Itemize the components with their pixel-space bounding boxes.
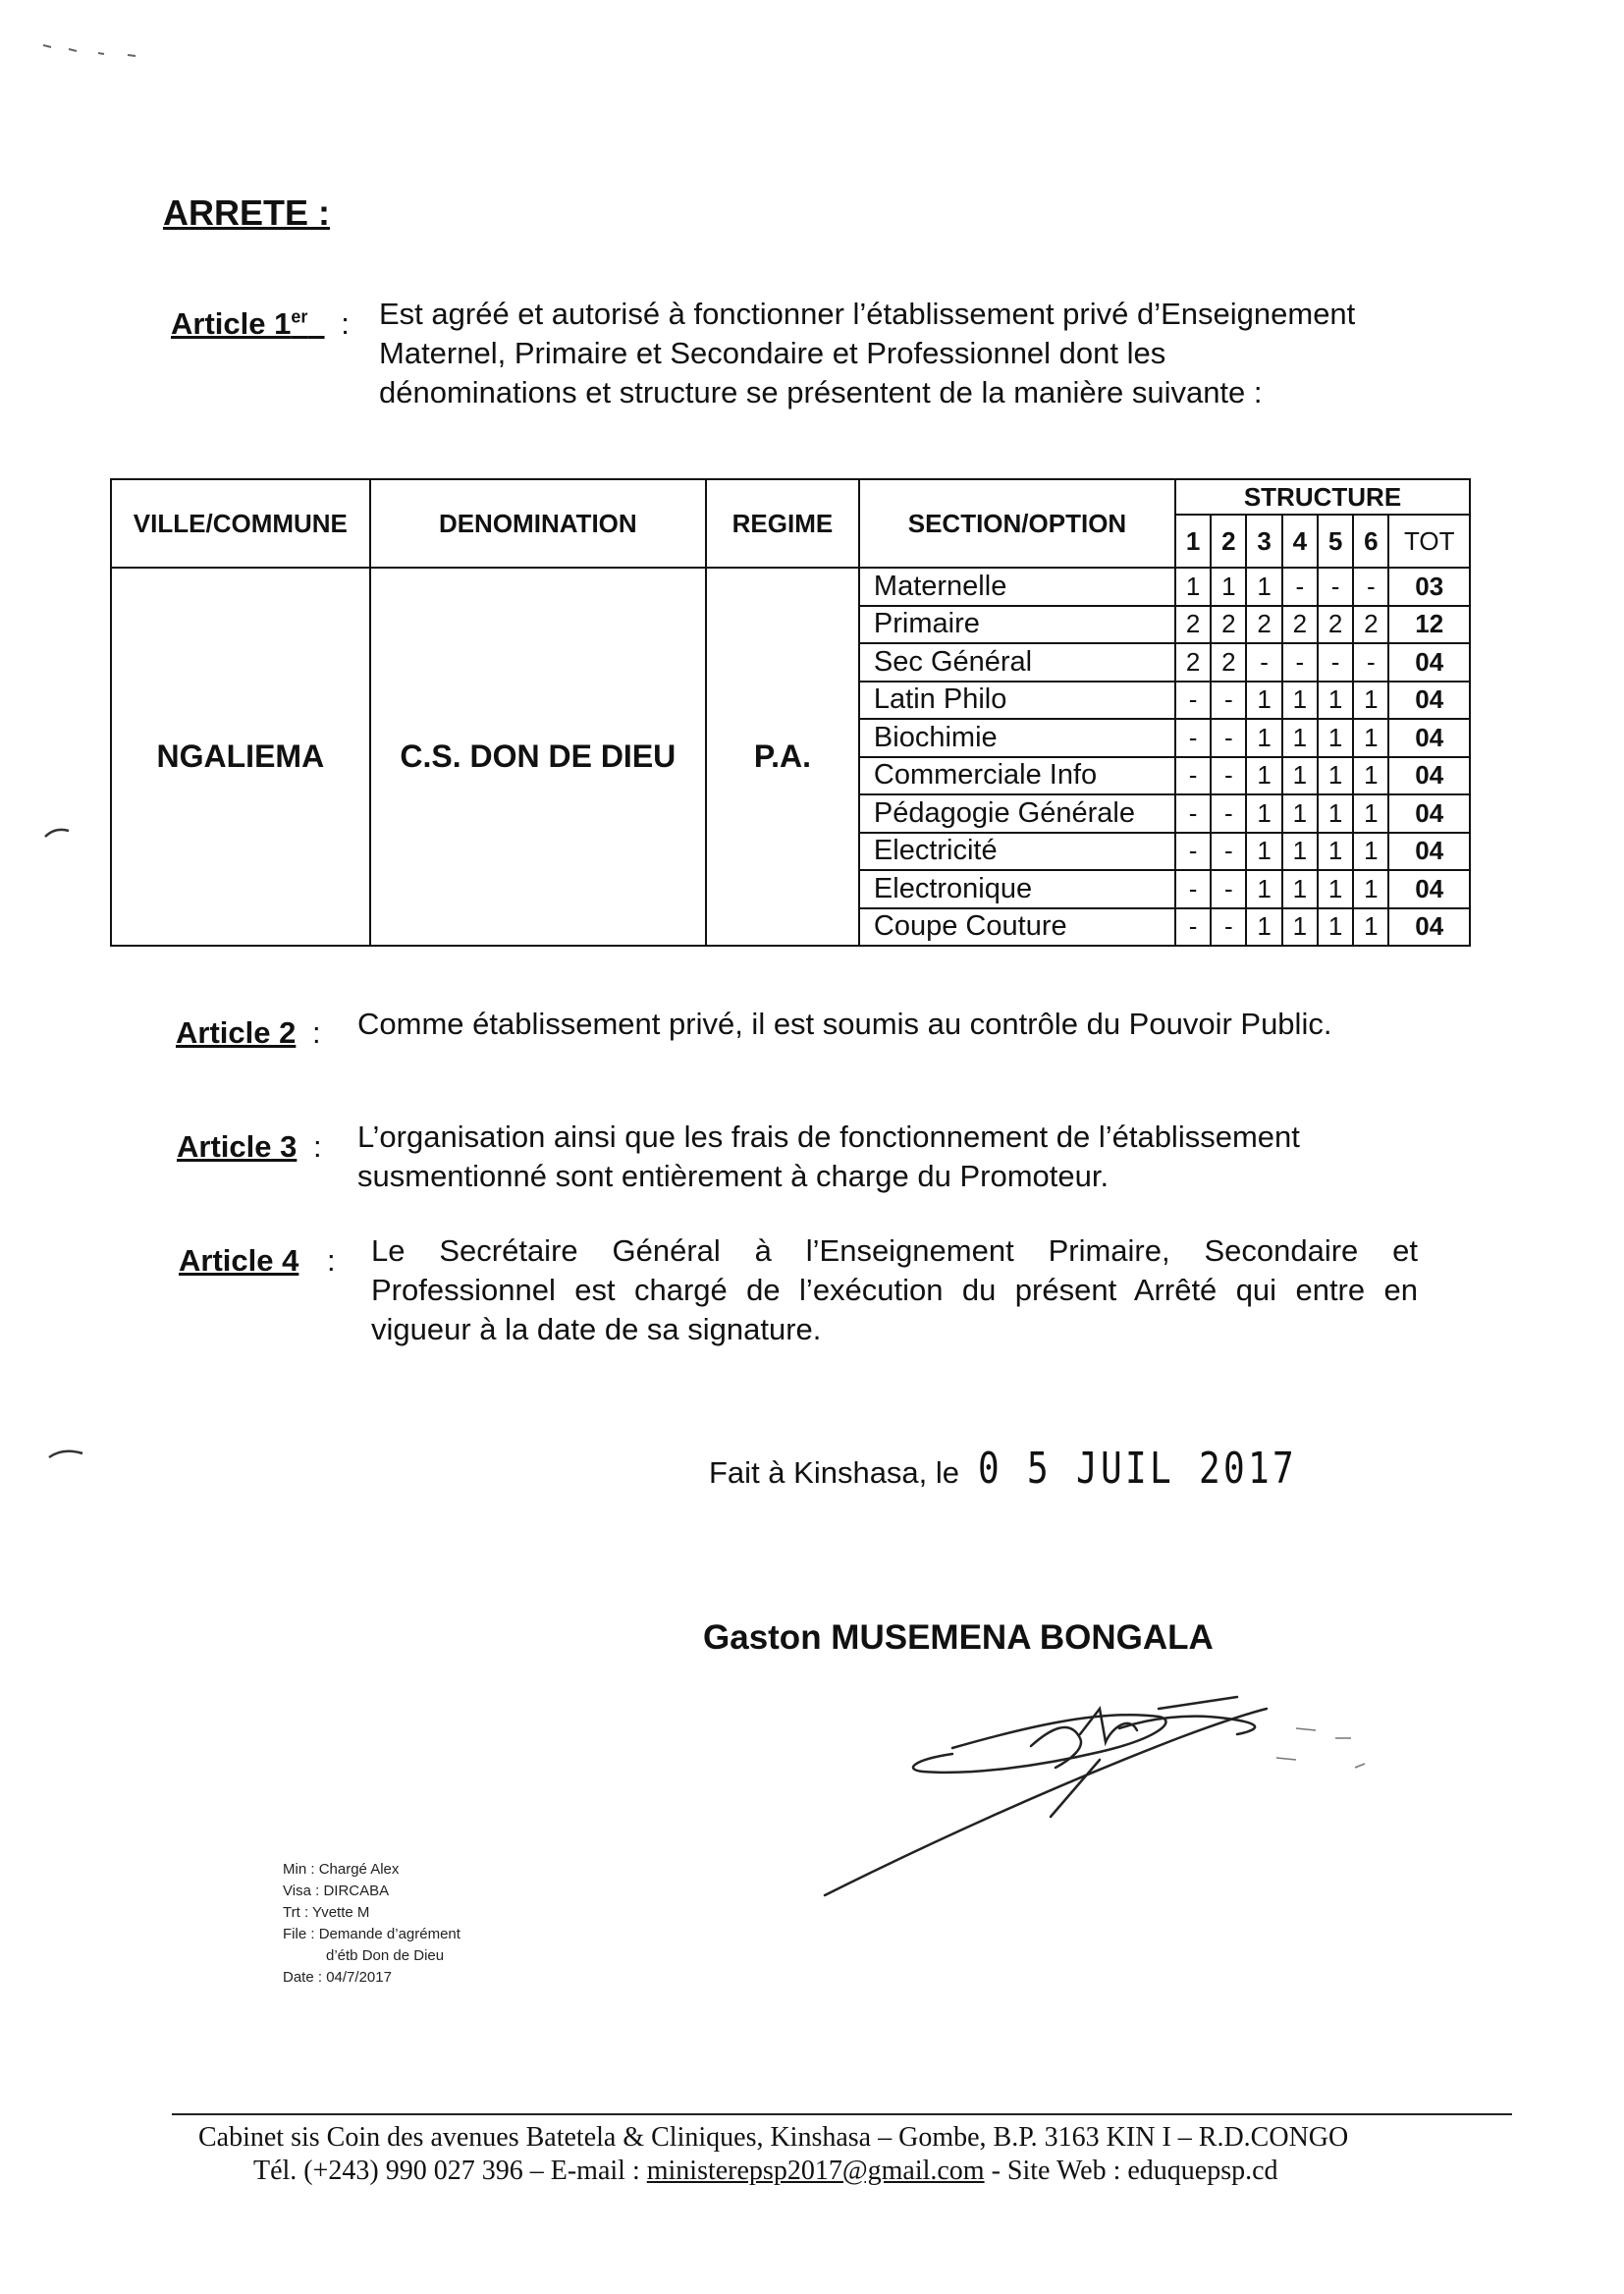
cell-total: 04 [1388, 794, 1470, 833]
cell-level-count: - [1211, 833, 1246, 871]
table-row [111, 568, 1470, 606]
cell-level-count: 1 [1353, 833, 1388, 871]
cell-level-count: - [1353, 643, 1388, 682]
article-2-text: Comme établissement privé, il est soumis au contrôle du Pouvoir Public. [357, 1007, 1332, 1041]
routing-note-separator: : [306, 1926, 319, 1942]
footer-website-link[interactable]: eduquepsp.cd [1127, 2156, 1278, 2186]
article-1-label-text: Article 1 [171, 306, 292, 341]
cell-section-option: Coupe Couture [859, 908, 1175, 947]
cell-level-count: - [1211, 870, 1246, 908]
cell-total: 04 [1388, 719, 1470, 757]
cell-level-count: 1 [1246, 568, 1281, 606]
cell-level-count: 1 [1318, 908, 1353, 947]
cell-level-count: 1 [1246, 833, 1281, 871]
header-ville-commune: VILLE/COMMUNE [111, 479, 370, 568]
routing-note-value: Yvette M [312, 1904, 370, 1921]
footer-phone-label: Tél. (+243) 990 027 396 – E-mail : [253, 2156, 647, 2186]
cell-level-count: 1 [1175, 568, 1211, 606]
cell-level-count: - [1353, 568, 1388, 606]
cell-level-count: 1 [1246, 757, 1281, 795]
article-4-label-separator: : [326, 1243, 336, 1278]
footer-email-link[interactable]: ministerepsp2017@gmail.com [646, 2156, 985, 2186]
routing-note-separator: : [306, 1861, 319, 1878]
routing-note-key: Trt [283, 1904, 300, 1921]
routing-note-separator: : [299, 1904, 313, 1921]
article-4-text: Le Secrétaire Général à l’Enseignement Primaire, Secondaire et Professionnel est chargé de l’exécution du présent Arrêté qui entre en vigueur à la date de sa signature. [371, 1233, 1418, 1346]
article-1-label-separator: : [341, 306, 350, 341]
cell-level-count: 2 [1246, 606, 1281, 644]
cell-level-count: - [1175, 682, 1211, 720]
article-4-label-text: Article 4 [179, 1243, 299, 1278]
cell-level-count: 1 [1282, 794, 1318, 833]
cell-section-option: Electricité [859, 833, 1175, 871]
cell-level-count: 2 [1211, 606, 1246, 644]
page-heading: ARRETE : [163, 192, 330, 233]
cell-total: 03 [1388, 568, 1470, 606]
cell-level-count: 1 [1246, 908, 1281, 947]
header-level: 4 [1282, 515, 1318, 568]
scan-margin-mark [47, 1446, 86, 1461]
routing-note-row [283, 1859, 460, 1881]
cell-level-count: 1 [1246, 719, 1281, 757]
header-section-option: SECTION/OPTION [859, 479, 1175, 568]
cell-level-count: 1 [1282, 682, 1318, 720]
cell-level-count: 1 [1282, 908, 1318, 947]
cell-level-count: - [1211, 719, 1246, 757]
cell-level-count: 1 [1318, 682, 1353, 720]
routing-note-row [283, 1924, 460, 1945]
cell-level-count: - [1282, 568, 1318, 606]
routing-note-value: Demande d’agrément [318, 1926, 460, 1942]
cell-level-count: - [1175, 908, 1211, 947]
cell-level-count: - [1211, 757, 1246, 795]
cell-level-count: - [1211, 908, 1246, 947]
date-stamp: 0 5 JUIL 2017 [977, 1444, 1297, 1494]
cell-section-option: Electronique [859, 870, 1175, 908]
place-date-line [709, 1444, 1367, 1494]
article-2-label-separator: : [311, 1015, 321, 1050]
cell-level-count: 1 [1318, 757, 1353, 795]
cell-level-count: 2 [1282, 606, 1318, 644]
signatory-name: Gaston MUSEMENA BONGALA [703, 1618, 1214, 1657]
handwritten-signature [805, 1669, 1414, 1915]
place-date-text: Fait à Kinshasa, le [709, 1455, 960, 1490]
cell-level-count: 1 [1246, 794, 1281, 833]
routing-note-value: d’étb Don de Dieu [326, 1947, 445, 1964]
cell-denomination: C.S. DON DE DIEU [370, 568, 706, 946]
cell-total: 04 [1388, 870, 1470, 908]
routing-note-key: Date [283, 1969, 314, 1986]
article-3-text: L’organisation ainsi que les frais de fonctionnement de l’établissement susmentionné sont entièrement à charge du Promoteur. [357, 1120, 1300, 1193]
footer-rule [172, 2113, 1512, 2115]
header-structure: STRUCTURE [1175, 479, 1470, 515]
structure-body [111, 568, 1470, 946]
article-3-label-separator: : [312, 1129, 322, 1164]
cell-section-option: Latin Philo [859, 682, 1175, 720]
cell-level-count: - [1175, 719, 1211, 757]
article-2-label [176, 1015, 321, 1051]
cell-section-option: Biochimie [859, 719, 1175, 757]
cell-level-count: 1 [1353, 757, 1388, 795]
cell-total: 04 [1388, 682, 1470, 720]
cell-level-count: 1 [1282, 719, 1318, 757]
cell-section-option: Primaire [859, 606, 1175, 644]
article-4-label [179, 1243, 336, 1279]
header-level: 2 [1211, 515, 1246, 568]
cell-level-count: - [1175, 794, 1211, 833]
cell-total: 04 [1388, 757, 1470, 795]
cell-section-option: Sec Général [859, 643, 1175, 682]
cell-level-count: - [1318, 643, 1353, 682]
cell-level-count: - [1282, 643, 1318, 682]
cell-level-count: 1 [1282, 833, 1318, 871]
header-denomination: DENOMINATION [370, 479, 706, 568]
cell-level-count: 2 [1353, 606, 1388, 644]
routing-note-separator: : [313, 1969, 327, 1986]
routing-note-value: DIRCABA [323, 1883, 390, 1899]
cell-level-count: - [1175, 870, 1211, 908]
article-3-label [177, 1129, 322, 1165]
cell-level-count: 1 [1282, 757, 1318, 795]
routing-note-row [283, 1881, 460, 1902]
routing-note-value: 04/7/2017 [326, 1969, 392, 1986]
cell-level-count: 1 [1353, 682, 1388, 720]
article-1-label-superscript: er [291, 306, 308, 327]
cell-level-count: 1 [1353, 794, 1388, 833]
header-level: 6 [1353, 515, 1388, 568]
routing-note-value: Chargé Alex [318, 1861, 400, 1878]
cell-level-count: 1 [1318, 870, 1353, 908]
cell-level-count: - [1318, 568, 1353, 606]
footer-site-label: - Site Web : [984, 2156, 1128, 2186]
cell-level-count: - [1175, 833, 1211, 871]
cell-level-count: 2 [1318, 606, 1353, 644]
cell-section-option: Commerciale Info [859, 757, 1175, 795]
header-regime: REGIME [706, 479, 859, 568]
cell-level-count: 1 [1318, 833, 1353, 871]
header-total: TOT [1388, 515, 1470, 568]
cell-level-count: - [1211, 682, 1246, 720]
cell-level-count: 1 [1353, 870, 1388, 908]
footer-contact [253, 2153, 1278, 2190]
cell-total: 12 [1388, 606, 1470, 644]
cell-level-count: 1 [1246, 870, 1281, 908]
cell-level-count: 2 [1175, 643, 1211, 682]
article-2-label-text: Article 2 [176, 1015, 297, 1050]
cell-level-count: 1 [1282, 870, 1318, 908]
cell-level-count: 1 [1353, 908, 1388, 947]
cell-section-option: Pédagogie Générale [859, 794, 1175, 833]
scan-specks [39, 39, 157, 69]
routing-note-key: Min [283, 1861, 307, 1878]
cell-regime: P.A. [706, 568, 859, 946]
header-level: 5 [1318, 515, 1353, 568]
routing-note [283, 1859, 460, 1989]
routing-note-separator: : [310, 1883, 324, 1899]
cell-level-count: 1 [1318, 719, 1353, 757]
cell-total: 04 [1388, 908, 1470, 947]
article-3-label-text: Article 3 [177, 1129, 298, 1164]
footer-address: Cabinet sis Coin des avenues Batetela & Cliniques, Kinshasa – Gombe, B.P. 3163 KIN I – R.D.CONGO [198, 2122, 1349, 2153]
article-1-label [171, 306, 350, 342]
cell-level-count: 2 [1211, 643, 1246, 682]
cell-total: 04 [1388, 833, 1470, 871]
structure-table [110, 478, 1471, 947]
cell-section-option: Maternelle [859, 568, 1175, 606]
cell-ville-commune: NGALIEMA [111, 568, 370, 946]
cell-level-count: - [1175, 757, 1211, 795]
cell-level-count: - [1246, 643, 1281, 682]
cell-level-count: 1 [1211, 568, 1246, 606]
routing-note-row [283, 1902, 460, 1924]
routing-note-key: File [283, 1926, 307, 1942]
article-1-text: Est agréé et autorisé à fonctionner l’établissement privé d’Enseignement Maternel, Primaire et Secondaire et Professionnel dont les dénominations et structure se présentent de la manière suivante : [379, 297, 1356, 410]
routing-note-row [283, 1967, 460, 1989]
cell-level-count: 1 [1353, 719, 1388, 757]
cell-level-count: - [1211, 794, 1246, 833]
scan-margin-mark [43, 825, 73, 839]
header-level: 3 [1246, 515, 1281, 568]
cell-total: 04 [1388, 643, 1470, 682]
routing-note-row [283, 1945, 460, 1967]
cell-level-count: 1 [1246, 682, 1281, 720]
header-level: 1 [1175, 515, 1211, 568]
routing-note-key: Visa [283, 1883, 311, 1899]
cell-level-count: 2 [1175, 606, 1211, 644]
cell-level-count: 1 [1318, 794, 1353, 833]
